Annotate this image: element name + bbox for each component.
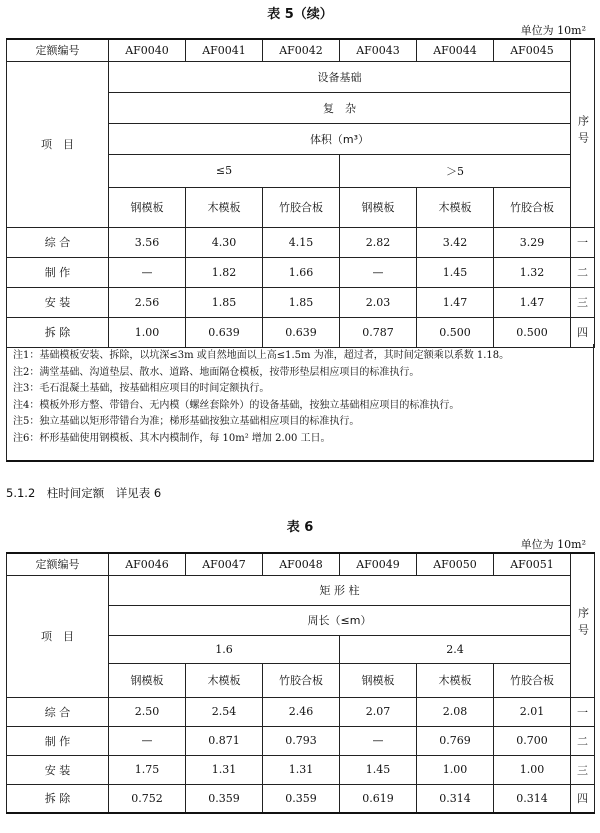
table5-range-low: ≤5 (109, 154, 340, 187)
table-row (7, 257, 595, 287)
row-seq: 一 (571, 227, 595, 257)
row-seq: 三 (571, 755, 595, 784)
table-row (7, 697, 595, 726)
cell-value: 2.82 (340, 227, 417, 257)
table6-material: 竹胶合板 (494, 663, 571, 697)
cell-value: 2.08 (417, 697, 494, 726)
table5-code: AF0043 (340, 39, 417, 61)
cell-value: 1.00 (494, 755, 571, 784)
row-label: 制 作 (7, 257, 109, 287)
table6-seq-label: 序号 (576, 606, 590, 641)
table5-seq-label: 序号 (576, 114, 590, 149)
cell-value: 4.15 (263, 227, 340, 257)
row-label: 拆 除 (7, 784, 109, 813)
cell-value: 1.45 (417, 257, 494, 287)
table5-group3: 体积（m³） (109, 123, 571, 154)
cell-value: — (109, 257, 186, 287)
cell-value: 1.31 (263, 755, 340, 784)
note: 注4：模板外形方整、带错台、无内模（螺丝套除外）的设备基础，按独立基础相应项目的标准执行。 (13, 399, 460, 411)
table6-material: 钢模板 (109, 663, 186, 697)
cell-value: — (340, 726, 417, 755)
table5-code: AF0041 (186, 39, 263, 61)
table5-code: AF0042 (263, 39, 340, 61)
row-label: 综 合 (7, 697, 109, 726)
cell-value: 1.47 (417, 287, 494, 317)
cell-value: 3.42 (417, 227, 494, 257)
table5-unit: 单位为 10m² (520, 24, 586, 37)
cell-value: 0.500 (494, 317, 571, 347)
table-row (7, 317, 595, 347)
note: 注2：满堂基础、沟道垫层、散水、道路、地面隔仓模板，按带形垫层相应项目的标准执行。 (13, 366, 420, 378)
cell-value: 0.769 (417, 726, 494, 755)
cell-value: 0.793 (263, 726, 340, 755)
cell-value: 0.871 (186, 726, 263, 755)
table5-code: AF0045 (494, 39, 571, 61)
table6-code-label: 定额编号 (7, 553, 109, 575)
table5-range-high: ＞5 (340, 154, 571, 187)
table6-material: 竹胶合板 (263, 663, 340, 697)
cell-value: 0.359 (186, 784, 263, 813)
table5 (6, 38, 595, 348)
table5-notes (6, 344, 594, 462)
table5-material: 钢模板 (109, 187, 186, 227)
cell-value: 1.00 (109, 317, 186, 347)
row-seq: 三 (571, 287, 595, 317)
cell-value: 2.50 (109, 697, 186, 726)
cell-value: 3.56 (109, 227, 186, 257)
cell-value: 1.00 (417, 755, 494, 784)
note: 注1：基础模板安装、拆除，以坑深≤3m 或自然地面以上高≤1.5m 为准，超过者，其时间定额乘以系数 1.18。 (13, 350, 510, 361)
table5-material: 钢模板 (340, 187, 417, 227)
table5-group1: 设备基础 (109, 61, 571, 92)
table5-seq-header (571, 39, 595, 227)
cell-value: 0.314 (417, 784, 494, 813)
table6-code-row (7, 553, 595, 575)
table6-range-high: 2.4 (340, 635, 571, 663)
table5-code: AF0044 (417, 39, 494, 61)
table5-title: 表 5（续） (267, 7, 333, 22)
note: 注6：杯形基础使用钢模板、其木内模制作，每 10m² 增加 2.00 工日。 (13, 432, 331, 444)
cell-value: 2.54 (186, 697, 263, 726)
table6-code: AF0046 (109, 553, 186, 575)
row-seq: 四 (571, 317, 595, 347)
cell-value: 0.752 (109, 784, 186, 813)
table5-group2: 复 杂 (109, 92, 571, 123)
table6-code: AF0047 (186, 553, 263, 575)
table6-material: 钢模板 (340, 663, 417, 697)
row-label: 制 作 (7, 726, 109, 755)
table5-item-label: 项 目 (7, 61, 109, 227)
row-seq: 二 (571, 726, 595, 755)
table6-code: AF0051 (494, 553, 571, 575)
cell-value: 1.85 (263, 287, 340, 317)
table6-seq-header (571, 553, 595, 697)
cell-value: — (340, 257, 417, 287)
cell-value: 2.46 (263, 697, 340, 726)
cell-value: 1.32 (494, 257, 571, 287)
table-row (7, 287, 595, 317)
table-row (7, 755, 595, 784)
table5-code-label: 定额编号 (7, 39, 109, 61)
cell-value: 1.85 (186, 287, 263, 317)
cell-value: — (109, 726, 186, 755)
table5-material: 竹胶合板 (494, 187, 571, 227)
table6-code: AF0050 (417, 553, 494, 575)
table6-code: AF0049 (340, 553, 417, 575)
cell-value: 0.500 (417, 317, 494, 347)
cell-value: 2.07 (340, 697, 417, 726)
cell-value: 0.787 (340, 317, 417, 347)
cell-value: 1.82 (186, 257, 263, 287)
row-label: 综 合 (7, 227, 109, 257)
cell-value: 1.66 (263, 257, 340, 287)
table6-group1: 矩 形 柱 (109, 575, 571, 605)
row-label: 拆 除 (7, 317, 109, 347)
table6-material: 木模板 (186, 663, 263, 697)
note: 注3：毛石混凝土基础，按基础相应项目的时间定额执行。 (13, 383, 270, 394)
cell-value: 0.359 (263, 784, 340, 813)
table5-code-row (7, 39, 595, 61)
table5-code: AF0040 (109, 39, 186, 61)
table6-unit: 单位为 10m² (520, 538, 586, 551)
cell-value: 1.31 (186, 755, 263, 784)
row-seq: 二 (571, 257, 595, 287)
table6-title: 表 6 (286, 520, 314, 535)
note: 注5：独立基础以矩形带错台为准；梯形基础按独立基础相应项目的标准执行。 (13, 416, 360, 427)
table5-material: 木模板 (186, 187, 263, 227)
row-seq: 一 (571, 697, 595, 726)
table6-material: 木模板 (417, 663, 494, 697)
cell-value: 2.56 (109, 287, 186, 317)
cell-value: 4.30 (186, 227, 263, 257)
table5-material: 木模板 (417, 187, 494, 227)
cell-value: 1.45 (340, 755, 417, 784)
cell-value: 1.47 (494, 287, 571, 317)
cell-value: 0.314 (494, 784, 571, 813)
table6-group2: 周长（≤m） (109, 605, 571, 635)
table5-material: 竹胶合板 (263, 187, 340, 227)
row-label: 安 装 (7, 287, 109, 317)
table-row (7, 784, 595, 813)
table6 (6, 552, 595, 814)
cell-value: 0.619 (340, 784, 417, 813)
section-heading: 5.1.2 柱时间定额 详见表 6 (6, 486, 162, 500)
cell-value: 0.639 (186, 317, 263, 347)
table-row (7, 227, 595, 257)
cell-value: 2.01 (494, 697, 571, 726)
table6-item-label: 项 目 (7, 575, 109, 697)
cell-value: 0.700 (494, 726, 571, 755)
table6-range-low: 1.6 (109, 635, 340, 663)
cell-value: 0.639 (263, 317, 340, 347)
row-label: 安 装 (7, 755, 109, 784)
table6-code: AF0048 (263, 553, 340, 575)
row-seq: 四 (571, 784, 595, 813)
cell-value: 3.29 (494, 227, 571, 257)
table-row (7, 726, 595, 755)
cell-value: 1.75 (109, 755, 186, 784)
cell-value: 2.03 (340, 287, 417, 317)
